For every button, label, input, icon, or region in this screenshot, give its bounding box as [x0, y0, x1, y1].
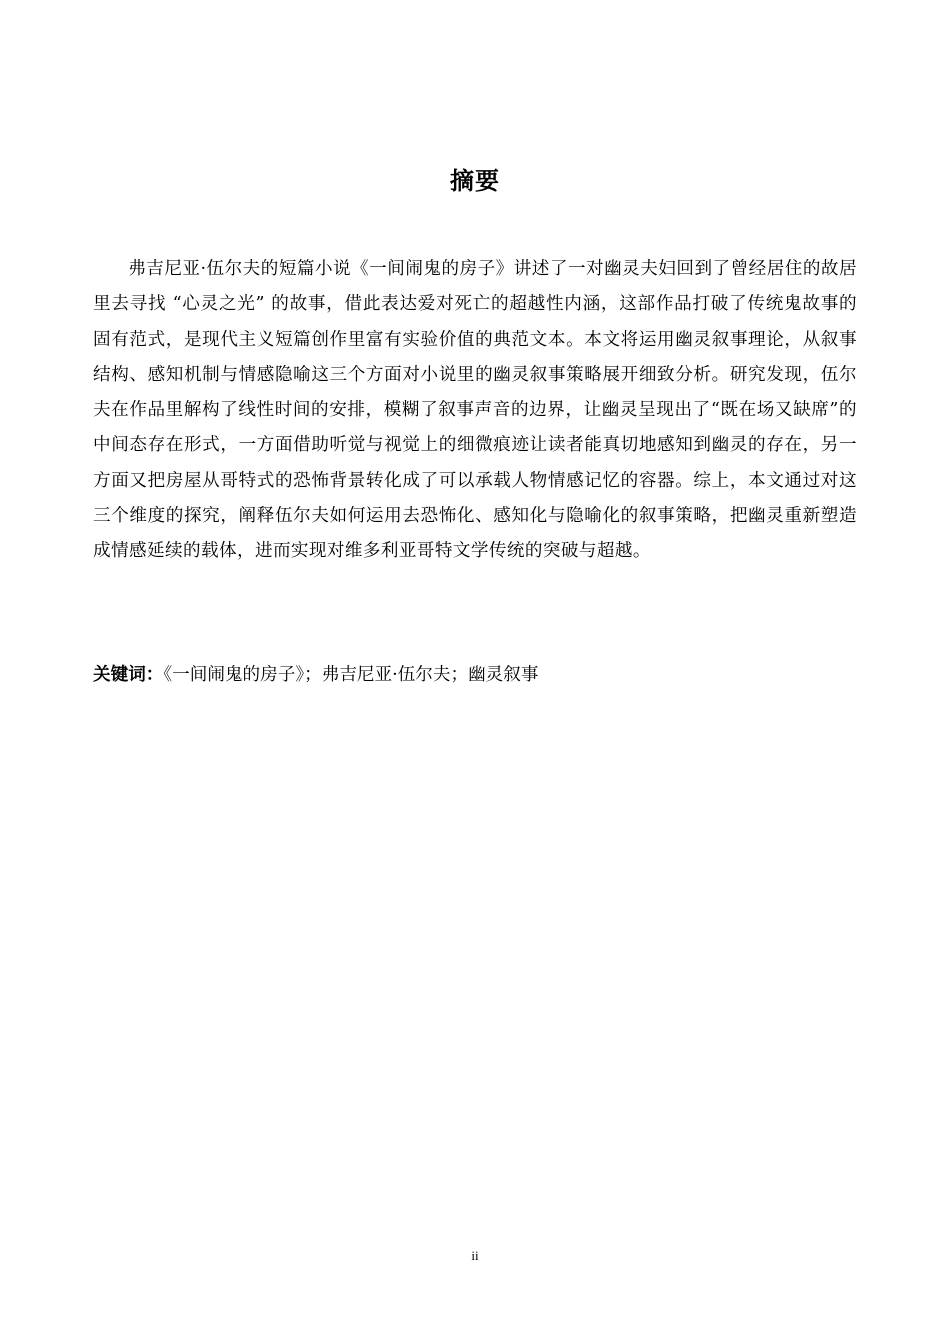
abstract-title: 摘要 — [450, 167, 500, 195]
page-number: ii — [471, 1248, 479, 1263]
keywords-line — [93, 658, 857, 693]
keywords-label: 关键词： — [93, 665, 164, 685]
keywords-text: 《一间闹鬼的房子》；弗吉尼亚·伍尔夫；幽灵叙事 — [163, 665, 539, 685]
abstract-paragraph: 弗吉尼亚·伍尔夫的短篇小说《一间闹鬼的房子》讲述了一对幽灵夫妇回到了曾经居住的故居里去寻找 “心灵之光” 的故事，借此表达爱对死亡的超越性内涵，这部作品打破了传统鬼故事的固有范式，是现代主义短篇创作里富有实验价值的典范文本。本文将运用幽灵叙事理论，从叙事结构、感知机制与情感隐喻这三个方面对小说里的幽灵叙事策略展开细致分析。研究发现，伍尔夫在作品里解构了线性时间的安排，模糊了叙事声音的边界，让幽灵呈现出了“既在场又缺席”的中间态存在形式，一方面借助听觉与视觉上的细微痕迹让读者能真切地感知到幽灵的存在，另一方面又把房屋从哥特式的恐怖背景转化成了可以承载人物情感记忆的容器。综上，本文通过对这三个维度的探究，阐释伍尔夫如何运用去恐怖化、感知化与隐喻化的叙事策略，把幽灵重新塑造成情感延续的载体，进而实现对维多利亚哥特文学传统的突破与超越。 — [93, 259, 857, 562]
